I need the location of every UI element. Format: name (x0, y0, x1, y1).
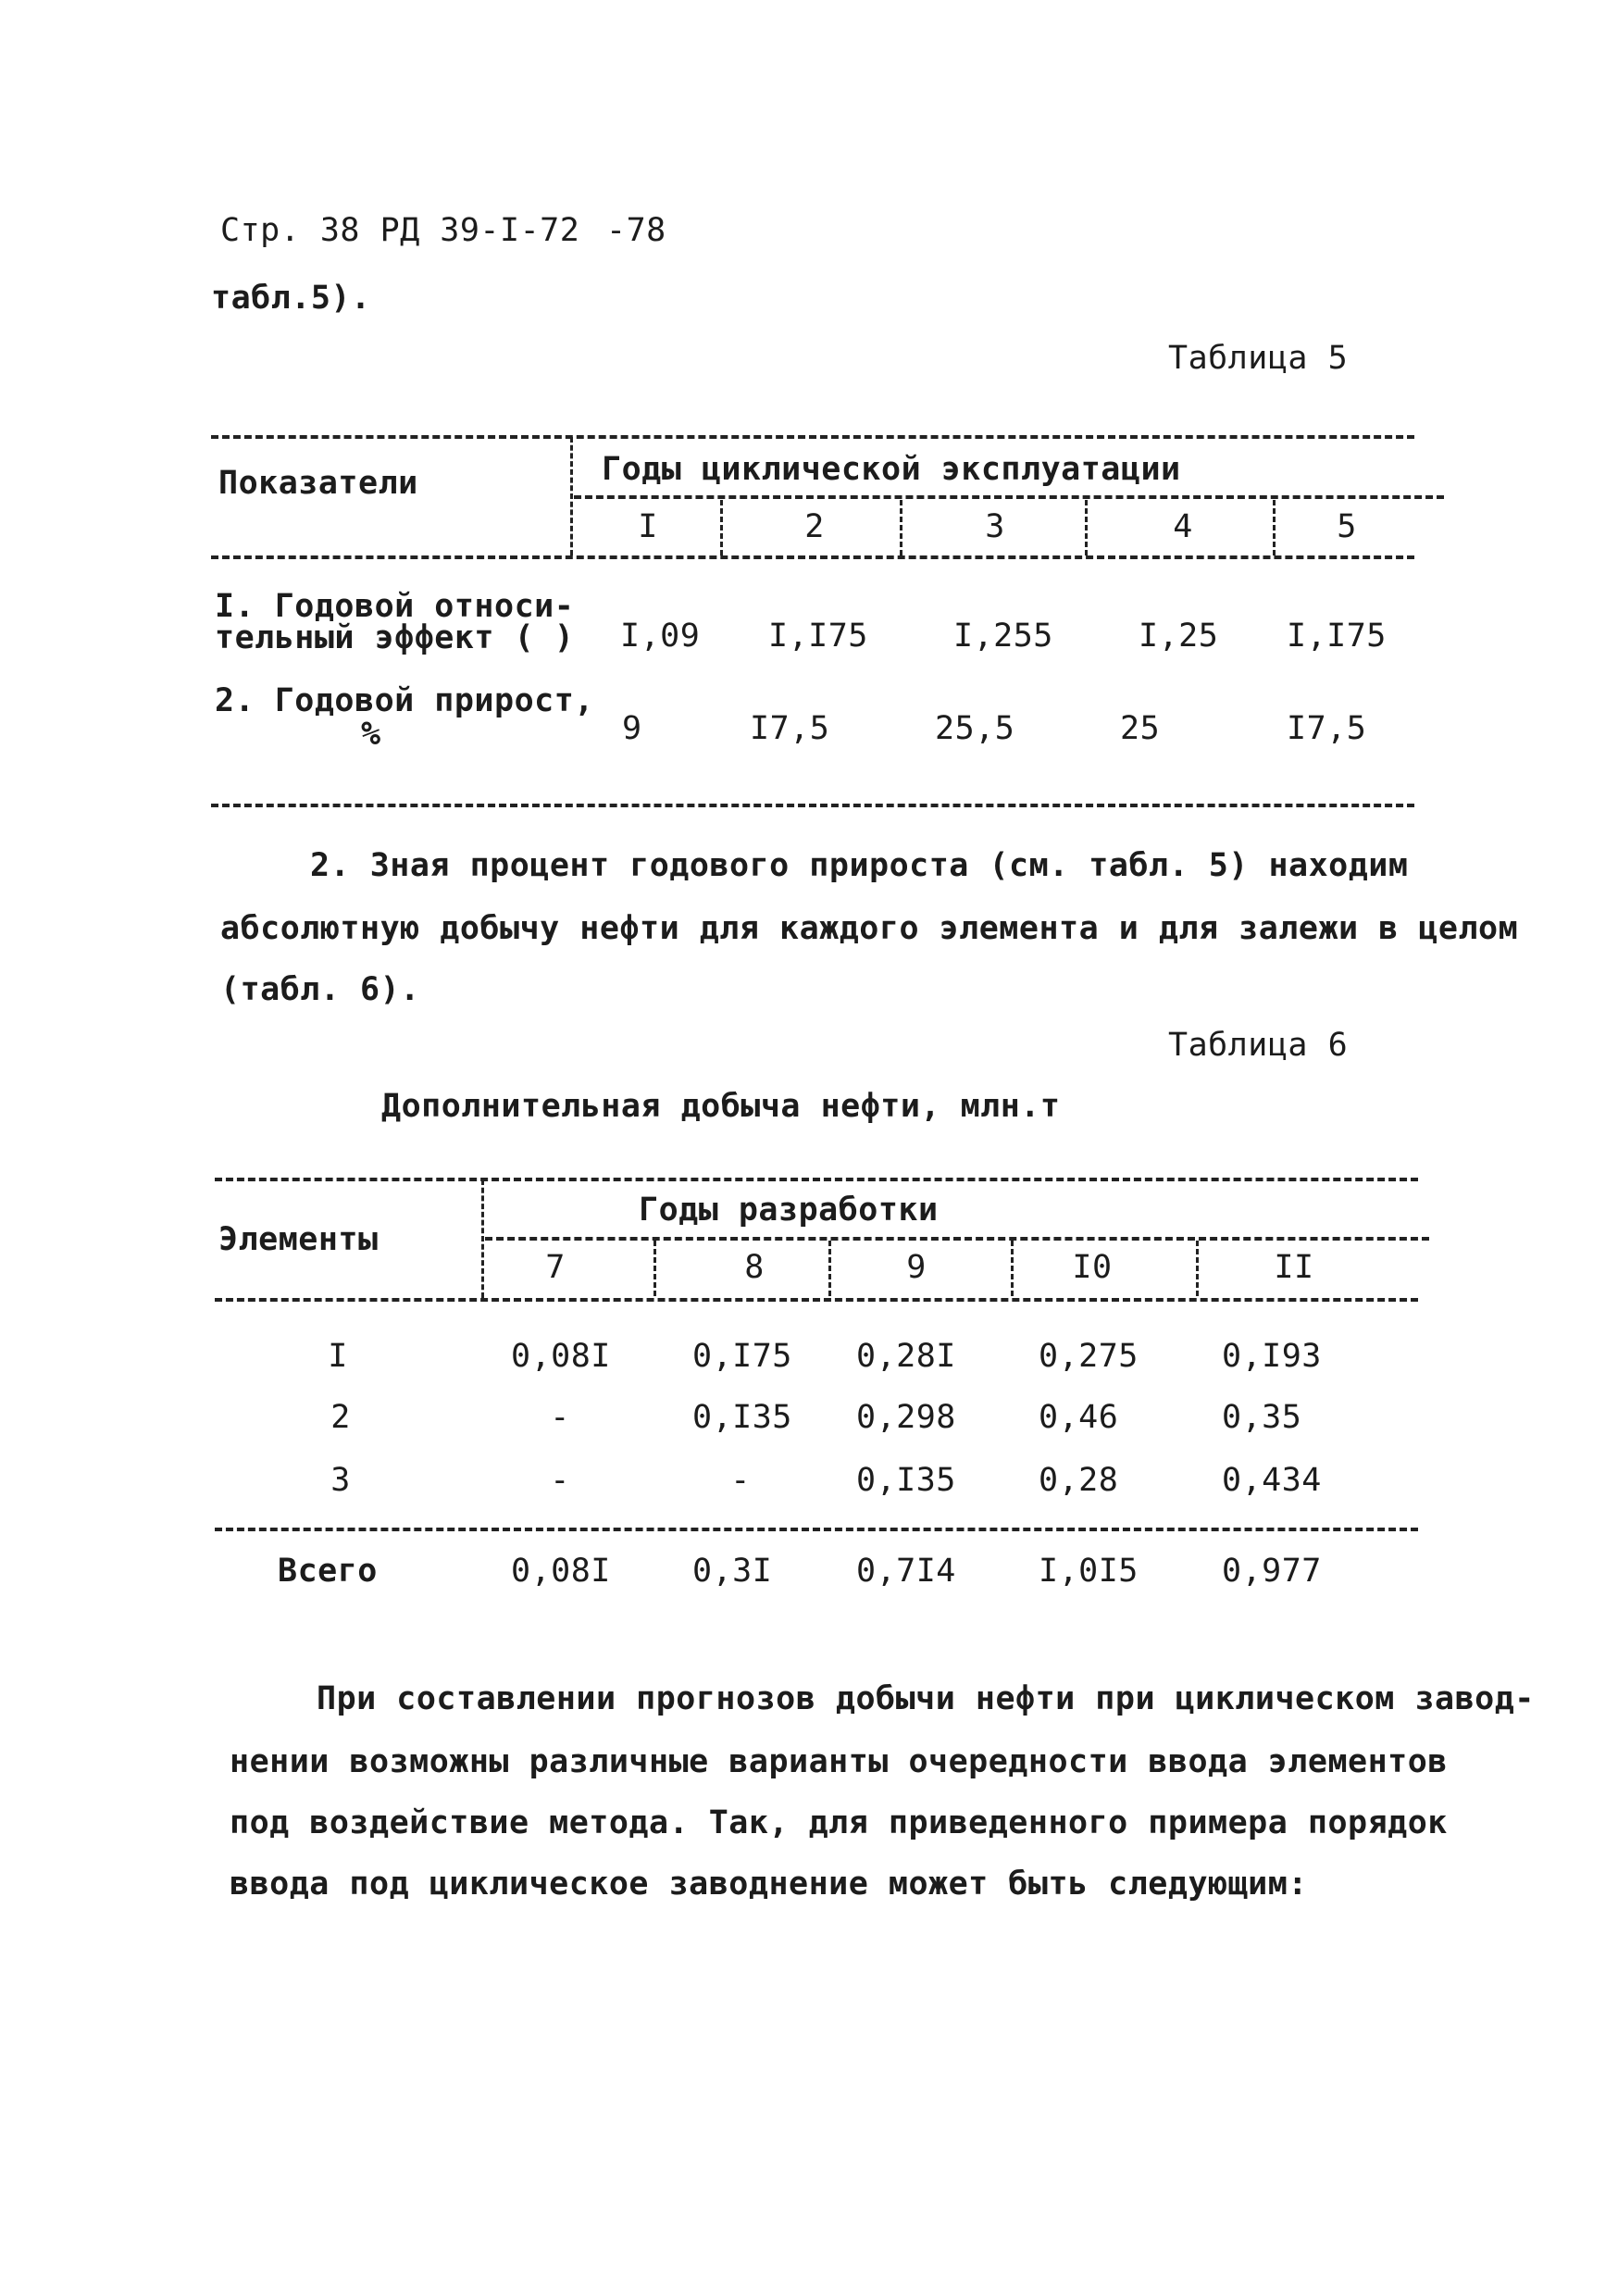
table6-total-cell: 0,3I (692, 1553, 773, 1590)
table5-top-rule (211, 435, 1414, 439)
table6-cell: 0,35 (1222, 1399, 1302, 1436)
paragraph1-line3: (табл. 6). (220, 971, 420, 1008)
table5-year-3: 3 (985, 508, 1005, 545)
table6-caption: Таблица 6 (1168, 1027, 1349, 1064)
table6-group-header: Годы разработки (639, 1192, 939, 1229)
table6-cell: - (550, 1399, 570, 1436)
table6-year-8: 8 (744, 1249, 765, 1286)
table6-year-divider (828, 1241, 831, 1296)
table5-row1-label-line1: I. Годовой относи- (215, 588, 575, 625)
table5-year-1: I (638, 508, 658, 545)
table6-cell: - (730, 1462, 751, 1499)
table6-cell: 0,I35 (856, 1462, 956, 1499)
table5-row1-label-line2: тельный эффект ( ) (215, 619, 575, 656)
table6-year-9: 9 (906, 1249, 927, 1286)
table6-cell: - (550, 1462, 570, 1499)
table5-cell: 9 (622, 710, 642, 747)
table6-row-label: 3 (330, 1462, 351, 1499)
table6-year-divider (653, 1241, 656, 1296)
table6-cell: 0,I93 (1222, 1338, 1322, 1375)
table6-year-11: II (1274, 1249, 1314, 1286)
table5-caption: Таблица 5 (1168, 340, 1349, 377)
table5-cell: I7,5 (750, 710, 830, 747)
table6-cell: 0,I75 (692, 1338, 792, 1375)
table5-cell: I,255 (953, 618, 1053, 655)
table6-total-cell: 0,08I (511, 1553, 611, 1590)
table5-year-divider (1273, 500, 1276, 555)
table6-top-rule (215, 1178, 1418, 1181)
table6-year-7: 7 (545, 1249, 566, 1286)
table5-cell: I,I75 (768, 618, 868, 655)
table5-row2-label-line1: 2. Годовой прирост, (215, 682, 594, 719)
table6-cell: 0,28 (1039, 1462, 1119, 1499)
table5-row2-label-line2: % (361, 716, 381, 753)
table5-header-divider (570, 437, 573, 555)
table5-bottom-rule (211, 804, 1414, 807)
table6-cell: 0,434 (1222, 1462, 1322, 1499)
page-suffix: -78 (606, 212, 666, 249)
table6-cell: 0,08I (511, 1338, 611, 1375)
table6-total-cell: 0,7I4 (856, 1553, 956, 1590)
table5-cell: 25,5 (935, 710, 1015, 747)
table6-year-divider (1011, 1241, 1014, 1296)
table5-cell: 25 (1120, 710, 1161, 747)
paragraph2-line2: нении возможны различные варианты очередности ввода элементов (230, 1743, 1448, 1780)
table6-total-rule (215, 1528, 1418, 1531)
table6-title: Дополнительная добыча нефти, млн.т (381, 1088, 1061, 1125)
table6-cell: 0,275 (1039, 1338, 1139, 1375)
paragraph2-line3: под воздействие метода. Так, для приведенного примера порядок (230, 1804, 1448, 1841)
table6-total-label: Всего (278, 1553, 378, 1590)
paragraph1-line2: абсолютную добычу нефти для каждого элемента и для залежи в целом (220, 910, 1519, 947)
table6-year-divider (1196, 1241, 1199, 1296)
paragraph1-line1: 2. Зная процент годового прироста (см. табл. 5) находим (310, 847, 1409, 884)
page-reference: Стр. 38 РД 39-I-72 (220, 212, 580, 249)
table6-cell: 0,I35 (692, 1399, 792, 1436)
table6-cell: 0,28I (856, 1338, 956, 1375)
table5-header-bottom-rule (211, 555, 1414, 559)
table6-cell: 0,46 (1039, 1399, 1119, 1436)
table6-row-label: I (328, 1338, 348, 1375)
table5-year-divider (1085, 500, 1088, 555)
table6-total-cell: 0,977 (1222, 1553, 1322, 1590)
table6-col-header: Элементы (218, 1221, 379, 1258)
table6-year-10: I0 (1072, 1249, 1113, 1286)
continuation-text: табл.5). (211, 280, 371, 317)
table5-cell: I,25 (1139, 618, 1219, 655)
table5-cell: I,I75 (1287, 618, 1387, 655)
table5-year-2: 2 (804, 508, 825, 545)
paragraph2-line1: При составлении прогнозов добычи нефти при циклическом завод- (317, 1680, 1535, 1717)
table5-year-4: 4 (1173, 508, 1193, 545)
table5-year-divider (720, 500, 723, 555)
table5-subheader-rule (574, 495, 1444, 499)
paragraph2-line4: ввода под циклическое заводнение может быть следующим: (230, 1866, 1308, 1903)
table5-year-divider (900, 500, 902, 555)
table5-group-header: Годы циклической эксплуатации (602, 451, 1181, 488)
table5-year-5: 5 (1337, 508, 1357, 545)
table5-col-header: Показатели (218, 465, 418, 502)
table6-header-bottom-rule (215, 1298, 1418, 1302)
table6-total-cell: I,0I5 (1039, 1553, 1139, 1590)
table6-subheader-rule (485, 1237, 1429, 1241)
table5-cell: I7,5 (1287, 710, 1367, 747)
table6-row-label: 2 (330, 1399, 351, 1436)
table5-cell: I,09 (620, 618, 701, 655)
table6-cell: 0,298 (856, 1399, 956, 1436)
table6-header-divider (481, 1179, 484, 1298)
